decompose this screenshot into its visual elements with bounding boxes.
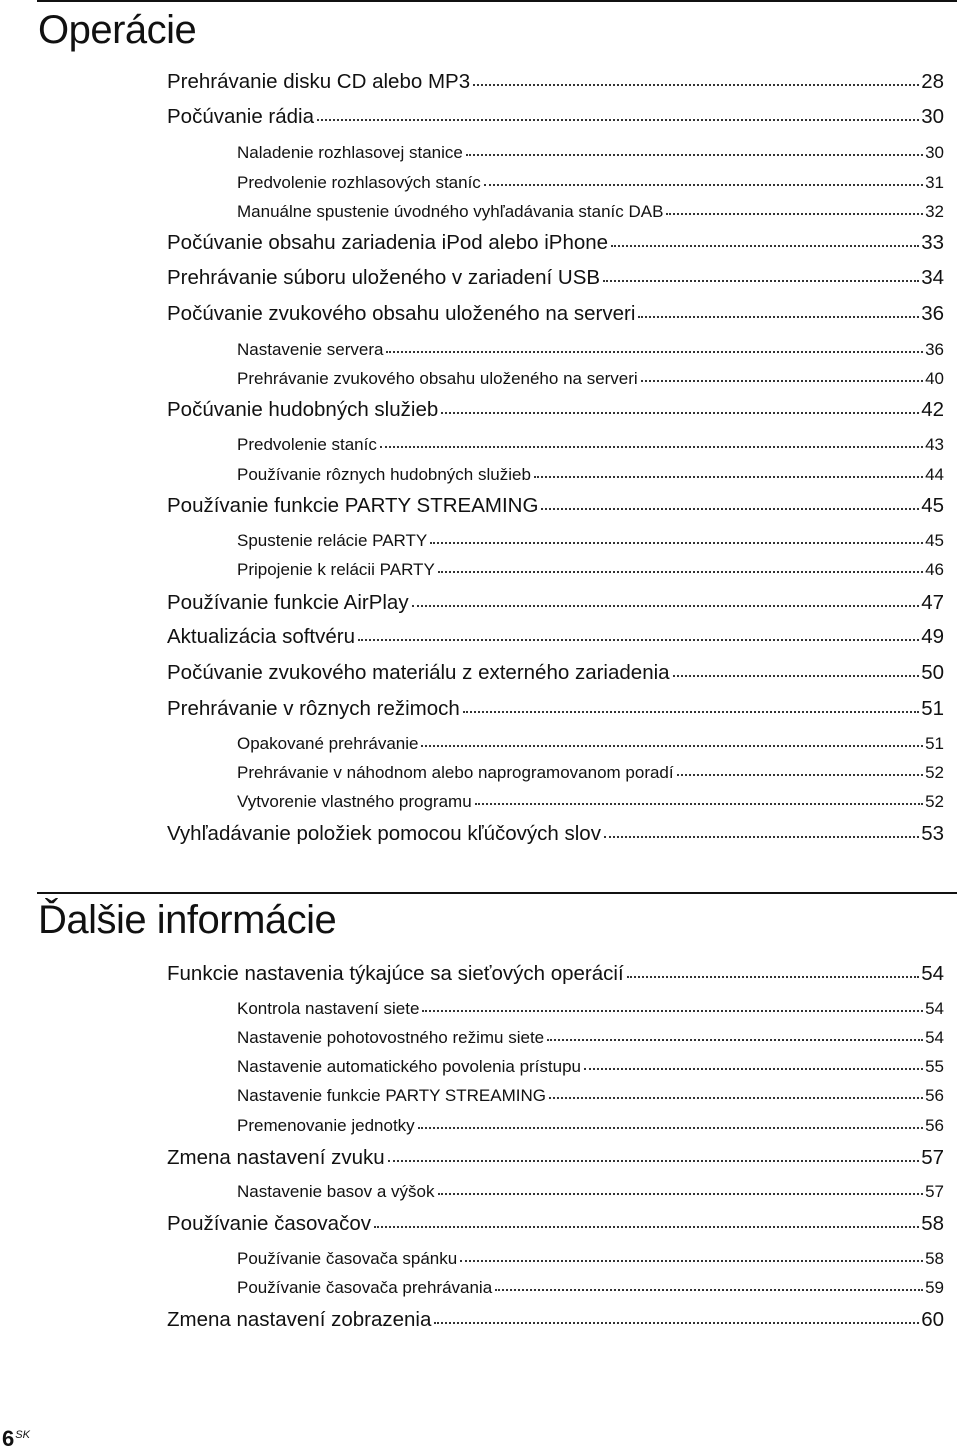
toc-entry[interactable]: [237, 1025, 944, 1051]
toc-entry[interactable]: [237, 170, 944, 196]
toc-entry[interactable]: [237, 1246, 944, 1272]
toc-entry-page: 52: [925, 763, 944, 782]
toc-entry-page: 40: [925, 369, 944, 388]
toc-entry-page: 51: [921, 697, 944, 720]
toc-entry[interactable]: [167, 588, 944, 618]
toc-entry-page: 58: [925, 1249, 944, 1268]
toc-dot-leader: [666, 213, 923, 215]
toc-entry-page: 28: [921, 70, 944, 93]
toc-entry-page: 30: [921, 105, 944, 128]
toc-entry-page: 53: [921, 822, 944, 845]
toc-dot-leader: [495, 1289, 923, 1291]
toc-entry-title: Pripojenie k relácii PARTY: [237, 560, 435, 579]
toc-entry[interactable]: [237, 199, 944, 225]
toc-entry-page: 36: [921, 302, 944, 325]
toc-entry[interactable]: [237, 140, 944, 166]
toc-entry-page: 45: [925, 531, 944, 550]
toc-entry-title: Prehrávanie disku CD alebo MP3: [167, 70, 471, 93]
toc-dot-leader: [422, 1010, 923, 1012]
toc-entry[interactable]: [237, 432, 944, 458]
toc-entry-page: 34: [921, 266, 944, 289]
toc-entry[interactable]: [167, 694, 944, 724]
toc-entry-page: 30: [925, 143, 944, 162]
page-footer: [2, 1426, 30, 1452]
toc-dot-leader: [541, 508, 919, 510]
toc-dot-leader: [547, 1039, 923, 1041]
toc-entry[interactable]: [237, 1054, 944, 1080]
toc-entry-page: 31: [925, 173, 944, 192]
toc-entry-title: Používanie časovača prehrávania: [237, 1278, 493, 1297]
toc-dot-leader: [434, 1322, 919, 1324]
toc-entry[interactable]: [237, 789, 944, 815]
toc-entry-title: Zmena nastavení zvuku: [167, 1146, 385, 1169]
toc-dot-leader: [438, 571, 923, 573]
toc-entry-page: 51: [925, 734, 944, 753]
toc-entry-title: Používanie funkcie AirPlay: [167, 591, 409, 614]
toc-entry-page: 57: [925, 1182, 944, 1201]
toc-entry-page: 47: [921, 591, 944, 614]
toc-entry-page: 36: [925, 340, 944, 359]
toc-entry[interactable]: [237, 1275, 944, 1301]
toc-entry-page: 57: [921, 1146, 944, 1169]
toc-dot-leader: [380, 446, 923, 448]
toc-dot-leader: [412, 605, 920, 607]
toc-dot-leader: [627, 976, 920, 978]
toc-dot-leader: [438, 1193, 924, 1195]
toc-entry[interactable]: [167, 228, 944, 258]
toc-dot-leader: [484, 184, 923, 186]
toc-entry[interactable]: [167, 658, 944, 688]
toc-entry-title: Počúvanie zvukového obsahu uloženého na serveri: [167, 302, 636, 325]
toc-entry-title: Nastavenie pohotovostného režimu siete: [237, 1028, 545, 1047]
toc-entry-page: 52: [925, 792, 944, 811]
toc-entry[interactable]: [167, 959, 944, 989]
toc-entry-title: Vyhľadávanie položiek pomocou kľúčových slov: [167, 822, 601, 845]
toc-dot-leader: [677, 774, 923, 776]
toc-entry[interactable]: [167, 263, 944, 293]
toc-entry[interactable]: [237, 1179, 944, 1205]
toc-entry-page: 55: [925, 1057, 944, 1076]
toc-dot-leader: [604, 836, 919, 838]
toc-entry-title: Predvolenie rozhlasových staníc: [237, 173, 481, 192]
toc-entry-title: Naladenie rozhlasovej stanice: [237, 143, 463, 162]
toc-dot-leader: [641, 380, 923, 382]
toc-entry[interactable]: [237, 1083, 944, 1109]
toc-dot-leader: [673, 675, 920, 677]
toc-entry-title: Kontrola nastavení siete: [237, 999, 420, 1018]
toc-dot-leader: [317, 119, 919, 121]
toc-entry-title: Predvolenie staníc: [237, 435, 377, 454]
toc-entry-page: 33: [921, 231, 944, 254]
toc-entry-title: Vytvorenie vlastného programu: [237, 792, 472, 811]
toc-entry-title: Používanie funkcie PARTY STREAMING: [167, 494, 539, 517]
toc-dot-leader: [388, 1160, 920, 1162]
toc-entry-title: Prehrávanie v náhodnom alebo naprogramovanom poradí: [237, 763, 674, 782]
toc-entry[interactable]: [167, 622, 944, 652]
toc-entry-page: 60: [921, 1308, 944, 1331]
toc-dot-leader: [475, 803, 923, 805]
toc-dot-leader: [466, 154, 923, 156]
toc-entry[interactable]: [237, 731, 944, 757]
toc-entry-page: 44: [925, 465, 944, 484]
toc-entry-title: Aktualizácia softvéru: [167, 625, 356, 648]
toc-entry-page: 50: [921, 661, 944, 684]
toc-entry-title: Spustenie relácie PARTY: [237, 531, 428, 550]
toc-entry-page: 56: [925, 1086, 944, 1105]
toc-entry-title: Prehrávanie v rôznych režimoch: [167, 697, 460, 720]
toc-entry-title: Nastavenie automatického povolenia prístupu: [237, 1057, 581, 1076]
toc-entry-page: 54: [925, 999, 944, 1018]
toc-entry[interactable]: [167, 395, 944, 425]
toc-entry-title: Zmena nastavení zobrazenia: [167, 1308, 432, 1331]
toc-entry-page: 54: [925, 1028, 944, 1047]
toc-dot-leader: [418, 1127, 923, 1129]
toc-entry[interactable]: [167, 1305, 944, 1335]
toc-entry-title: Funkcie nastavenia týkajúce sa sieťových operácií: [167, 962, 624, 985]
section-rule-dalsie-informacie: [37, 892, 957, 894]
toc-entry-page: 42: [921, 398, 944, 421]
toc-entry-title: Počúvanie rádia: [167, 105, 315, 128]
toc-entry-title: Používanie rôznych hudobných služieb: [237, 465, 531, 484]
toc-entry-title: Počúvanie hudobných služieb: [167, 398, 439, 421]
toc-entry[interactable]: [167, 102, 944, 132]
toc-dot-leader: [430, 542, 923, 544]
toc-entry[interactable]: [237, 462, 944, 488]
toc-dot-leader: [638, 316, 919, 318]
toc-entry-title: Prehrávanie súboru uloženého v zariadení USB: [167, 266, 601, 289]
toc-dot-leader: [549, 1097, 923, 1099]
toc-dot-leader: [421, 745, 923, 747]
toc-entry-title: Nastavenie basov a výšok: [237, 1182, 435, 1201]
language-code: SK: [15, 1428, 30, 1441]
toc-entry[interactable]: [167, 1143, 944, 1173]
toc-entry-title: Používanie časovača spánku: [237, 1249, 458, 1268]
toc-entry-page: 43: [925, 435, 944, 454]
toc-dot-leader: [441, 412, 919, 414]
toc-entry[interactable]: [237, 1113, 944, 1139]
toc-entry-title: Počúvanie zvukového materiálu z externého zariadenia: [167, 661, 670, 684]
toc-dot-leader: [534, 476, 923, 478]
toc-entry[interactable]: [237, 996, 944, 1022]
toc-entry[interactable]: [237, 366, 944, 392]
toc-dot-leader: [603, 280, 919, 282]
toc-entry-title: Počúvanie obsahu zariadenia iPod alebo iPhone: [167, 231, 609, 254]
toc-entry-page: 54: [921, 962, 944, 985]
toc-entry-page: 45: [921, 494, 944, 517]
toc-entry-title: Nastavenie funkcie PARTY STREAMING: [237, 1086, 546, 1105]
toc-entry-title: Používanie časovačov: [167, 1212, 371, 1235]
page-number: 6: [2, 1426, 15, 1451]
toc-entry-title: Prehrávanie zvukového obsahu uloženého na serveri: [237, 369, 638, 388]
toc-entry-title: Nastavenie servera: [237, 340, 384, 359]
toc-entry[interactable]: [167, 819, 944, 849]
toc-entry-page: 59: [925, 1278, 944, 1297]
toc-dot-leader: [374, 1226, 919, 1228]
toc-entry-page: 58: [921, 1212, 944, 1235]
toc-entry[interactable]: [237, 337, 944, 363]
toc-entry[interactable]: [167, 67, 944, 97]
toc-entry[interactable]: [167, 491, 944, 521]
section-heading-dalsie-informacie: Ďalšie informácie: [38, 898, 337, 942]
section-heading-operacie: Operácie: [38, 8, 197, 52]
toc-entry[interactable]: [167, 299, 944, 329]
toc-entry-page: 49: [921, 625, 944, 648]
toc-dot-leader: [386, 351, 923, 353]
toc-dot-leader: [463, 711, 919, 713]
toc-dot-leader: [460, 1260, 923, 1262]
toc-entry-title: Premenovanie jednotky: [237, 1116, 415, 1135]
section-rule-operacie: [37, 0, 957, 2]
toc-entry-page: 56: [925, 1116, 944, 1135]
toc-entry-title: Manuálne spustenie úvodného vyhľadávania staníc DAB: [237, 202, 664, 221]
toc-dot-leader: [473, 84, 919, 86]
toc-entry-page: 46: [925, 560, 944, 579]
toc-dot-leader: [584, 1068, 923, 1070]
toc-dot-leader: [611, 245, 919, 247]
toc-entry[interactable]: [237, 528, 944, 554]
toc-entry-page: 32: [925, 202, 944, 221]
toc-entry[interactable]: [237, 557, 944, 583]
toc-dot-leader: [358, 639, 919, 641]
toc-entry[interactable]: [237, 760, 944, 786]
toc-entry[interactable]: [167, 1209, 944, 1239]
toc-entry-title: Opakované prehrávanie: [237, 734, 419, 753]
